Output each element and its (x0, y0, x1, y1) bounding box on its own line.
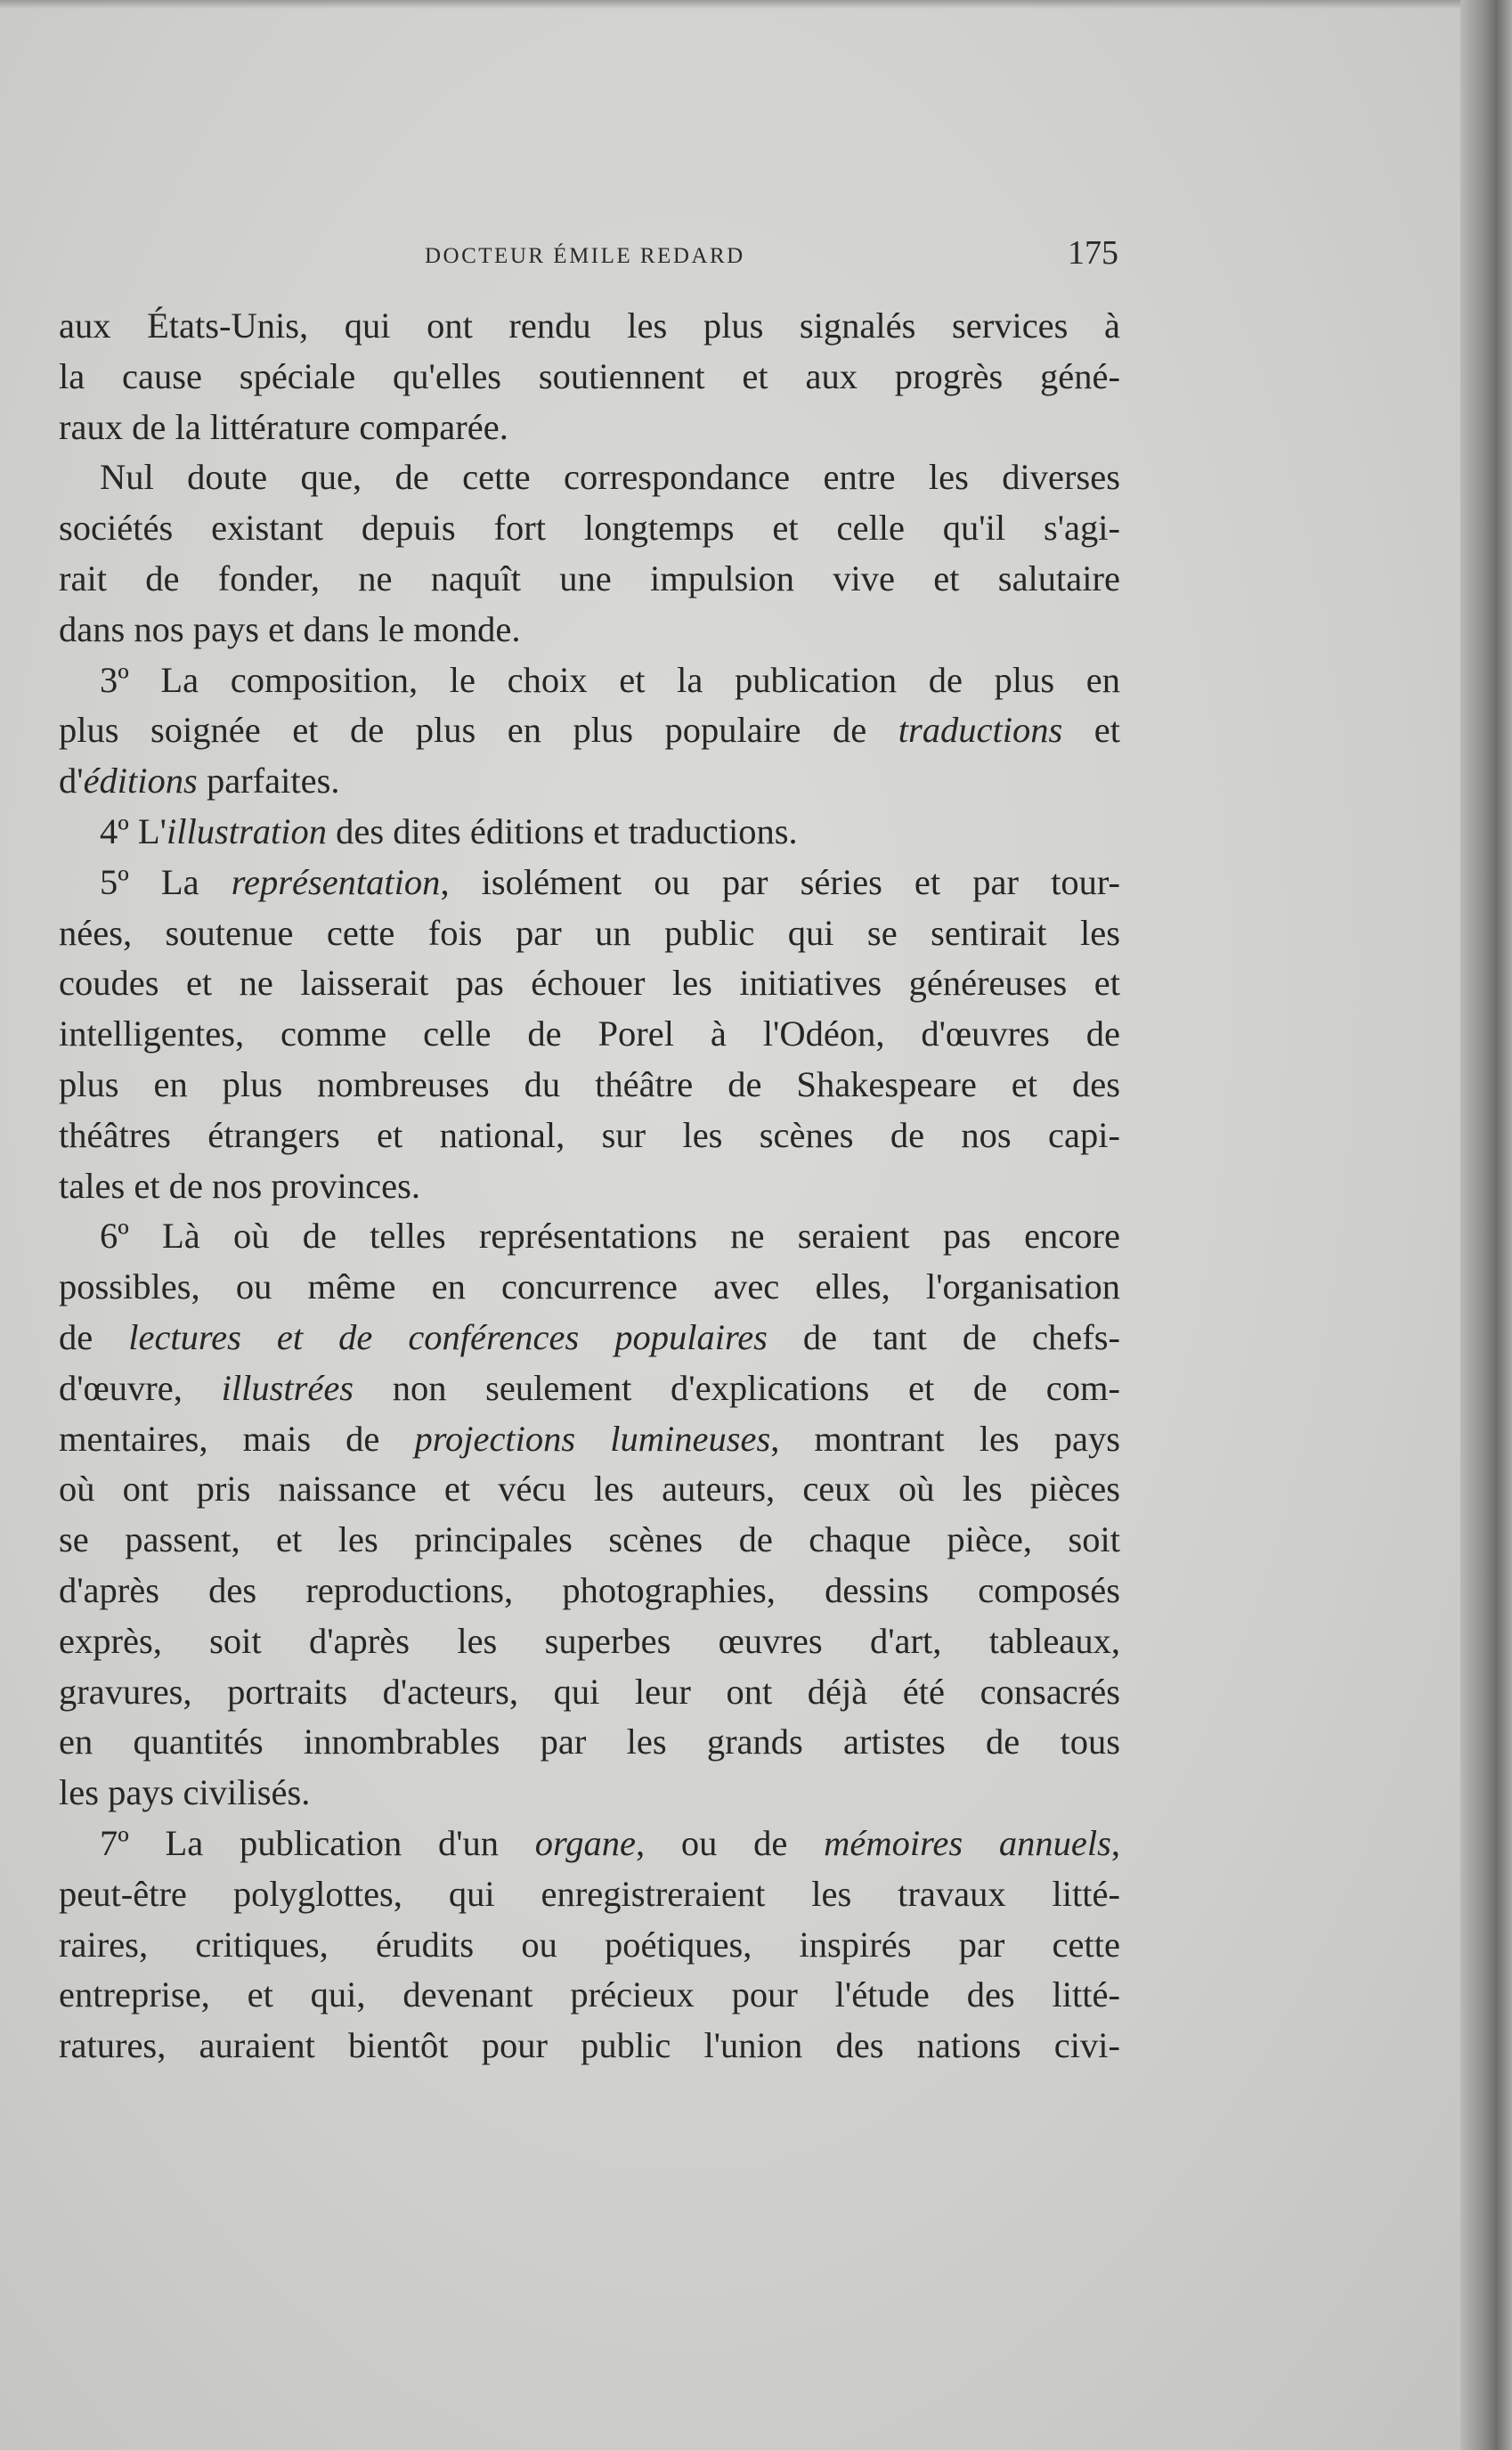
text-run: 4º L' (100, 810, 167, 851)
text-run: d'œuvre, (59, 1367, 222, 1408)
text-run: d' (59, 761, 84, 802)
text-line: où ont pris naissance et vécu les auteurs, ceux où les pièces (59, 1469, 1120, 1510)
text-run: , (1110, 1822, 1120, 1863)
text-line: exprès, soit d'après les superbes œuvres d'art, tableaux, (59, 1620, 1120, 1661)
text-line (59, 1313, 1120, 1363)
text-line: d'après des reproductions, photographies, dessins composés (59, 1569, 1120, 1610)
text-line (59, 858, 1120, 908)
text-line: coudes et ne laisserait pas échouer les initiatives généreuses et (59, 963, 1120, 1004)
text-line: entreprise, et qui, devenant précieux pour l'étude des litté- (59, 1974, 1120, 2015)
text-line: intelligentes, comme celle de Porel à l'Odéon, d'œuvres de (59, 1013, 1120, 1054)
text-line: ratures, auraient bientôt pour public l'union des nations civi- (59, 2025, 1120, 2066)
italic-text: illustration (166, 810, 328, 851)
text-line (59, 756, 1120, 807)
italic-text: représentation (231, 861, 441, 902)
text-run: parfaites. (197, 761, 340, 802)
text-run: des dites éditions et traductions. (327, 810, 798, 851)
text-line: rait de fonder, ne naquît une impulsion vive et salutaire (59, 558, 1120, 598)
text-run: plus soignée et de plus en plus populaire de (59, 710, 898, 751)
italic-text: projections lumineuses (414, 1418, 771, 1459)
body-text (59, 301, 1120, 2072)
italic-text: éditions (83, 761, 198, 802)
italic-text: mémoires annuels (824, 1822, 1111, 1863)
page-header (62, 233, 1118, 273)
text-run: de tant de chefs- (767, 1316, 1120, 1357)
text-run: , ou de (636, 1822, 825, 1863)
italic-text: illustrées (221, 1367, 354, 1408)
text-line (59, 807, 1120, 858)
text-line: en quantités innombrables par les grands artistes de tous (59, 1722, 1120, 1762)
text-run: de (59, 1316, 129, 1357)
text-line (59, 705, 1120, 756)
text-run: et (1062, 710, 1120, 751)
page-binding-edge (1460, 0, 1512, 2450)
text-run: mentaires, mais de (59, 1418, 415, 1459)
page-number: 175 (1068, 234, 1118, 272)
text-line (59, 655, 1120, 706)
text-run: , montrant les pays (770, 1418, 1120, 1459)
text-line: dans nos pays et dans le monde. (59, 608, 521, 649)
italic-text: organe (534, 1822, 637, 1863)
text-line: raux de la littérature comparée. (59, 406, 508, 447)
text-line: gravures, portraits d'acteurs, qui leur ont déjà été consacrés (59, 1671, 1120, 1712)
text-line: 6º Là où de telles représentations ne seraient pas encore (100, 1216, 1120, 1257)
text-line: Nul doute que, de cette correspondance entre les diverses (100, 457, 1120, 498)
text-line: peut-être polyglottes, qui enregistreraient les travaux litté- (59, 1873, 1120, 1914)
text-line: possibles, ou même en concurrence avec elles, l'organisation (59, 1266, 1120, 1307)
text-line: aux États-Unis, qui ont rendu les plus signalés services à (59, 305, 1120, 346)
text-line: plus en plus nombreuses du théâtre de Shakespeare et des (59, 1063, 1120, 1104)
text-line: théâtres étrangers et national, sur les scènes de nos capi- (59, 1114, 1120, 1155)
text-line (59, 1363, 1120, 1414)
text-run: non seulement d'explications et de com- (354, 1367, 1120, 1408)
text-line: la cause spéciale qu'elles soutiennent et aux progrès géné- (59, 355, 1120, 396)
text-line: les pays civilisés. (59, 1772, 311, 1813)
text-line: nées, soutenue cette fois par un public qui se sentirait les (59, 912, 1120, 953)
text-line (59, 1414, 1120, 1465)
text-line (59, 1819, 1120, 1869)
running-head: DOCTEUR ÉMILE REDARD (425, 244, 745, 268)
text-run: 5º La (100, 861, 232, 902)
text-line: raires, critiques, érudits ou poétiques, inspirés par cette (59, 1924, 1120, 1965)
text-line: se passent, et les principales scènes de chaque pièce, soit (59, 1519, 1120, 1560)
text-run: 3º La composition, le choix et la publication de plus en (100, 659, 1120, 700)
text-line: sociétés existant depuis fort longtemps et celle qu'il s'agi- (59, 508, 1120, 549)
text-run: 7º La publication d'un (100, 1822, 535, 1863)
text-line: tales et de nos provinces. (59, 1165, 421, 1206)
italic-text: traductions (898, 710, 1063, 751)
text-run: , isolément ou par séries et par tour- (440, 861, 1120, 902)
italic-text: lectures et de conférences populaires (128, 1316, 768, 1357)
page-top-shadow (0, 0, 1512, 9)
